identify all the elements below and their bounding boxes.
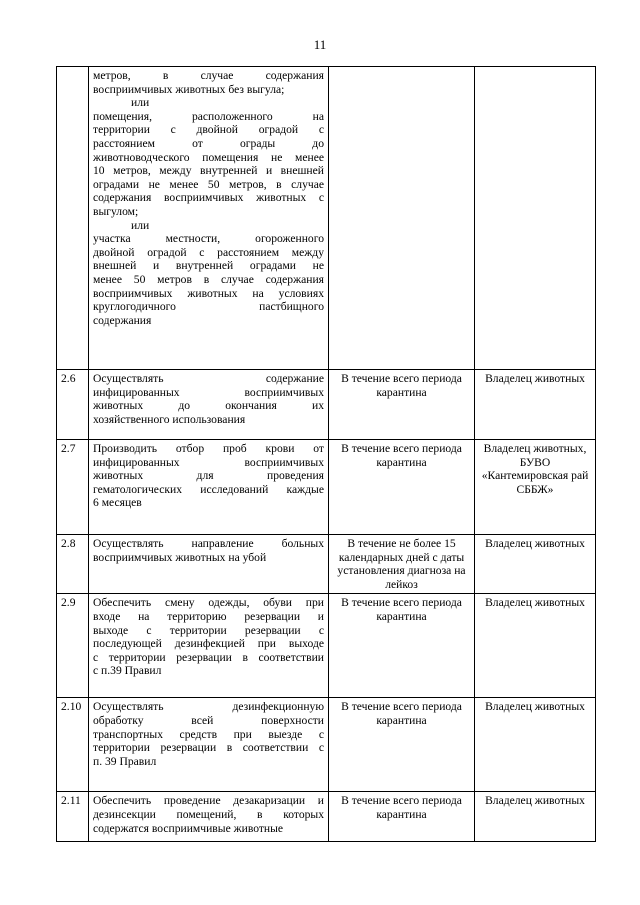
page-number: 11 bbox=[313, 37, 327, 52]
measure-line: восприимчивых животных без выгула; bbox=[93, 82, 285, 96]
row-number: 2.10 bbox=[57, 698, 89, 792]
measure-line: или bbox=[131, 218, 150, 232]
measure-line: круглогодичного пастбищного bbox=[93, 300, 324, 314]
measure-line: п. 39 Правил bbox=[93, 754, 157, 768]
measure-line: 6 месяцев bbox=[93, 496, 142, 510]
measure-line: Осуществлять дезинфекционную bbox=[93, 700, 324, 714]
measure-line: внешней и внутренней оградами не bbox=[93, 259, 324, 273]
measure-line: территории с двойной оградой с bbox=[93, 123, 324, 137]
measure-line: животноводческого помещения не менее bbox=[93, 150, 324, 164]
measure-cell bbox=[89, 594, 329, 698]
measure-line: животных до окончания их bbox=[93, 399, 324, 413]
responsible-cell: Владелец животных, БУВО «Кантемировская рай СББЖ» bbox=[475, 440, 596, 535]
measure-line: расстоянием от ограды до bbox=[93, 136, 324, 150]
measure-line: содержатся восприимчивые животные bbox=[93, 821, 284, 835]
measure-line: инфицированных восприимчивых bbox=[93, 385, 324, 399]
table-row bbox=[57, 440, 596, 535]
term-cell: В течение всего периода карантина bbox=[329, 440, 475, 535]
term-cell: В течение всего периода карантина bbox=[329, 370, 475, 440]
responsible-cell bbox=[475, 67, 596, 370]
measure-line: двойной оградой с расстоянием между bbox=[93, 245, 324, 259]
measure-line: помещения, расположенного на bbox=[93, 109, 324, 123]
table-row bbox=[57, 594, 596, 698]
measure-line: Осуществлять содержание bbox=[93, 372, 324, 385]
measure-line: обработку всей поверхности bbox=[93, 713, 324, 727]
term-cell: В течение всего периода карантина bbox=[329, 792, 475, 842]
measure-line: Обеспечить смену одежды, обуви при bbox=[93, 596, 324, 610]
measure-line: с территории резервации в соответствии bbox=[93, 650, 324, 664]
table-row bbox=[57, 698, 596, 792]
term-cell: В течение всего периода карантина bbox=[329, 698, 475, 792]
responsible-cell: Владелец животных bbox=[475, 792, 596, 842]
table-row bbox=[57, 370, 596, 440]
measure-line: или bbox=[131, 96, 150, 110]
row-number: 2.9 bbox=[57, 594, 89, 698]
measure-line: восприимчивых животных на условиях bbox=[93, 286, 324, 300]
row-number: 2.7 bbox=[57, 440, 89, 535]
row-number: 2.11 bbox=[57, 792, 89, 842]
responsible-cell: Владелец животных bbox=[475, 594, 596, 698]
measure-cell bbox=[89, 535, 329, 594]
measure-line: участка местности, огороженного bbox=[93, 232, 324, 246]
measure-line: восприимчивых животных на убой bbox=[93, 550, 267, 564]
measure-line: выходе с территории резервации с bbox=[93, 623, 324, 637]
measure-line: содержания восприимчивых животных с bbox=[93, 191, 324, 205]
measure-line: выгулом; bbox=[93, 204, 139, 218]
row-number bbox=[57, 67, 89, 370]
measure-line: с п.39 Правил bbox=[93, 664, 162, 678]
measure-line: дезинсекции помещений, в которых bbox=[93, 807, 324, 821]
measure-line: последующей дезинфекцией при выходе bbox=[93, 637, 324, 651]
measure-line: гематологических исследований каждые bbox=[93, 482, 324, 496]
row-number: 2.8 bbox=[57, 535, 89, 594]
measure-line: содержания bbox=[93, 313, 152, 327]
measure-line: территории резервации в соответствии с bbox=[93, 741, 324, 755]
row-number: 2.6 bbox=[57, 370, 89, 440]
term-cell bbox=[329, 67, 475, 370]
table-body bbox=[57, 67, 596, 842]
measure-cell bbox=[89, 67, 329, 370]
measure-line: входе на территорию резервации и bbox=[93, 609, 324, 623]
measure-cell bbox=[89, 792, 329, 842]
table-row bbox=[57, 792, 596, 842]
measure-cell bbox=[89, 440, 329, 535]
measure-line: инфицированных восприимчивых bbox=[93, 455, 324, 469]
table-row bbox=[57, 535, 596, 594]
measure-line: Осуществлять направление больных bbox=[93, 537, 324, 550]
measure-line: менее 50 метров в случае содержания bbox=[93, 272, 324, 286]
term-cell: В течение всего периода карантина bbox=[329, 594, 475, 698]
measure-line: 10 метров, между внутренней и внешней bbox=[93, 164, 324, 178]
measure-line: метров, в случае содержания bbox=[93, 69, 324, 82]
measure-line: транспортных средств при выезде с bbox=[93, 727, 324, 741]
term-cell: В течение не более 15 календарных дней с даты установления диагноза на лейкоз bbox=[329, 535, 475, 594]
measure-line: оградами не менее 50 метров, в случае bbox=[93, 177, 324, 191]
measure-cell bbox=[89, 698, 329, 792]
measure-line: животных для проведения bbox=[93, 469, 324, 483]
measure-line: хозяйственного использования bbox=[93, 412, 246, 426]
measure-line: Обеспечить проведение дезакаризации и bbox=[93, 794, 324, 808]
table-row bbox=[57, 67, 596, 370]
responsible-cell: Владелец животных bbox=[475, 535, 596, 594]
responsible-cell: Владелец животных bbox=[475, 698, 596, 792]
responsible-cell: Владелец животных bbox=[475, 370, 596, 440]
measure-cell bbox=[89, 370, 329, 440]
measure-line: Производить отбор проб крови от bbox=[93, 442, 324, 455]
quarantine-measures-table bbox=[56, 66, 596, 842]
